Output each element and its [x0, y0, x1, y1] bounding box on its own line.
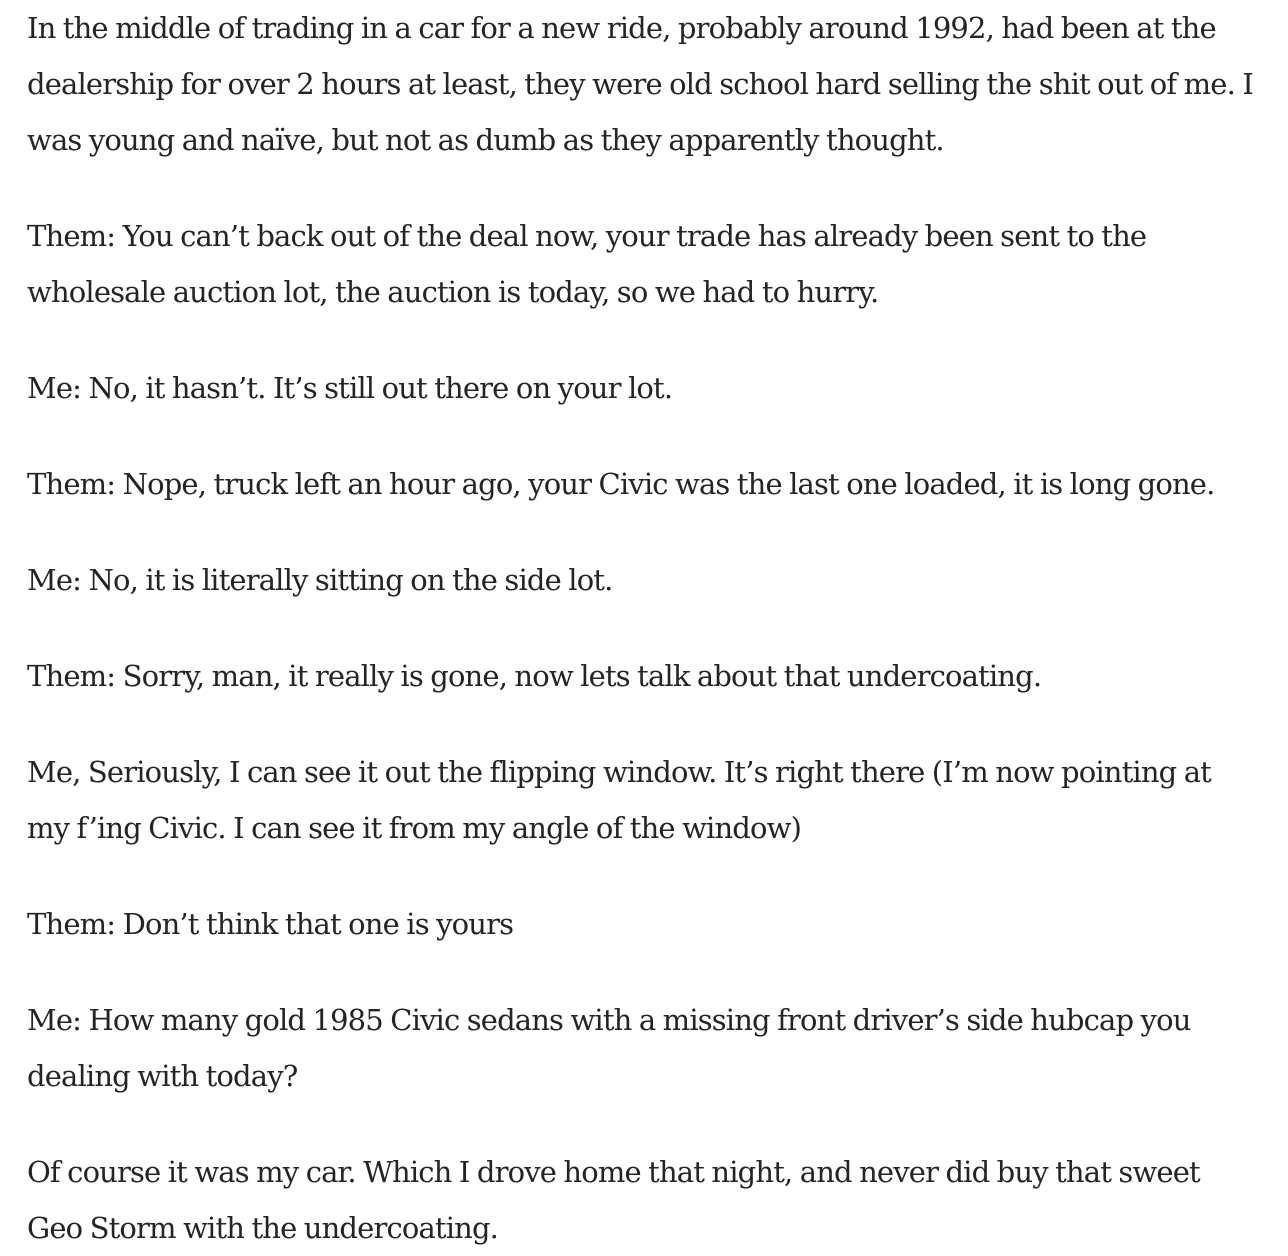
paragraph-me-side-lot: [27, 552, 1285, 608]
paragraph-me-window: [27, 744, 1285, 856]
text-line: Them: You can’t back out of the deal now, your trade has already been sent to the: [27, 219, 1147, 253]
paragraph-conclusion: [27, 1144, 1285, 1256]
text-line: Of course it was my car. Which I drove home that night, and never did buy that sweet: [27, 1155, 1200, 1189]
text-line: my f’ing Civic. I can see it from my angle of the window): [27, 811, 802, 845]
paragraph-them-back-out: [27, 208, 1285, 320]
paragraph-me-still-there: [27, 360, 1285, 416]
article-body: [27, 0, 1285, 1256]
text-line: was young and naïve, but not as dumb as they apparently thought.: [27, 123, 944, 157]
text-line: In the middle of trading in a car for a new ride, probably around 1992, had been at the: [27, 11, 1216, 45]
text-line: Geo Storm with the undercoating.: [27, 1211, 499, 1245]
paragraph-intro: [27, 0, 1285, 168]
paragraph-me-hubcap: [27, 992, 1285, 1104]
text-line: Me: How many gold 1985 Civic sedans with a missing front driver’s side hubcap you: [27, 1003, 1191, 1037]
text-line: wholesale auction lot, the auction is today, so we had to hurry.: [27, 275, 879, 309]
text-line: Them: Nope, truck left an hour ago, your Civic was the last one loaded, it is long gone.: [27, 467, 1215, 501]
paragraph-them-undercoating: [27, 648, 1285, 704]
paragraph-them-truck-left: [27, 456, 1285, 512]
text-line: Them: Don’t think that one is yours: [27, 907, 514, 941]
text-line: dealership for over 2 hours at least, they were old school hard selling the shit out of me. I: [27, 67, 1253, 101]
text-line: dealing with today?: [27, 1059, 298, 1093]
text-line: Me: No, it hasn’t. It’s still out there on your lot.: [27, 371, 673, 405]
text-line: Me: No, it is literally sitting on the side lot.: [27, 563, 613, 597]
paragraph-them-not-yours: [27, 896, 1285, 952]
text-line: Them: Sorry, man, it really is gone, now lets talk about that undercoating.: [27, 659, 1042, 693]
text-line: Me, Seriously, I can see it out the flipping window. It’s right there (I’m now pointing at: [27, 755, 1211, 789]
